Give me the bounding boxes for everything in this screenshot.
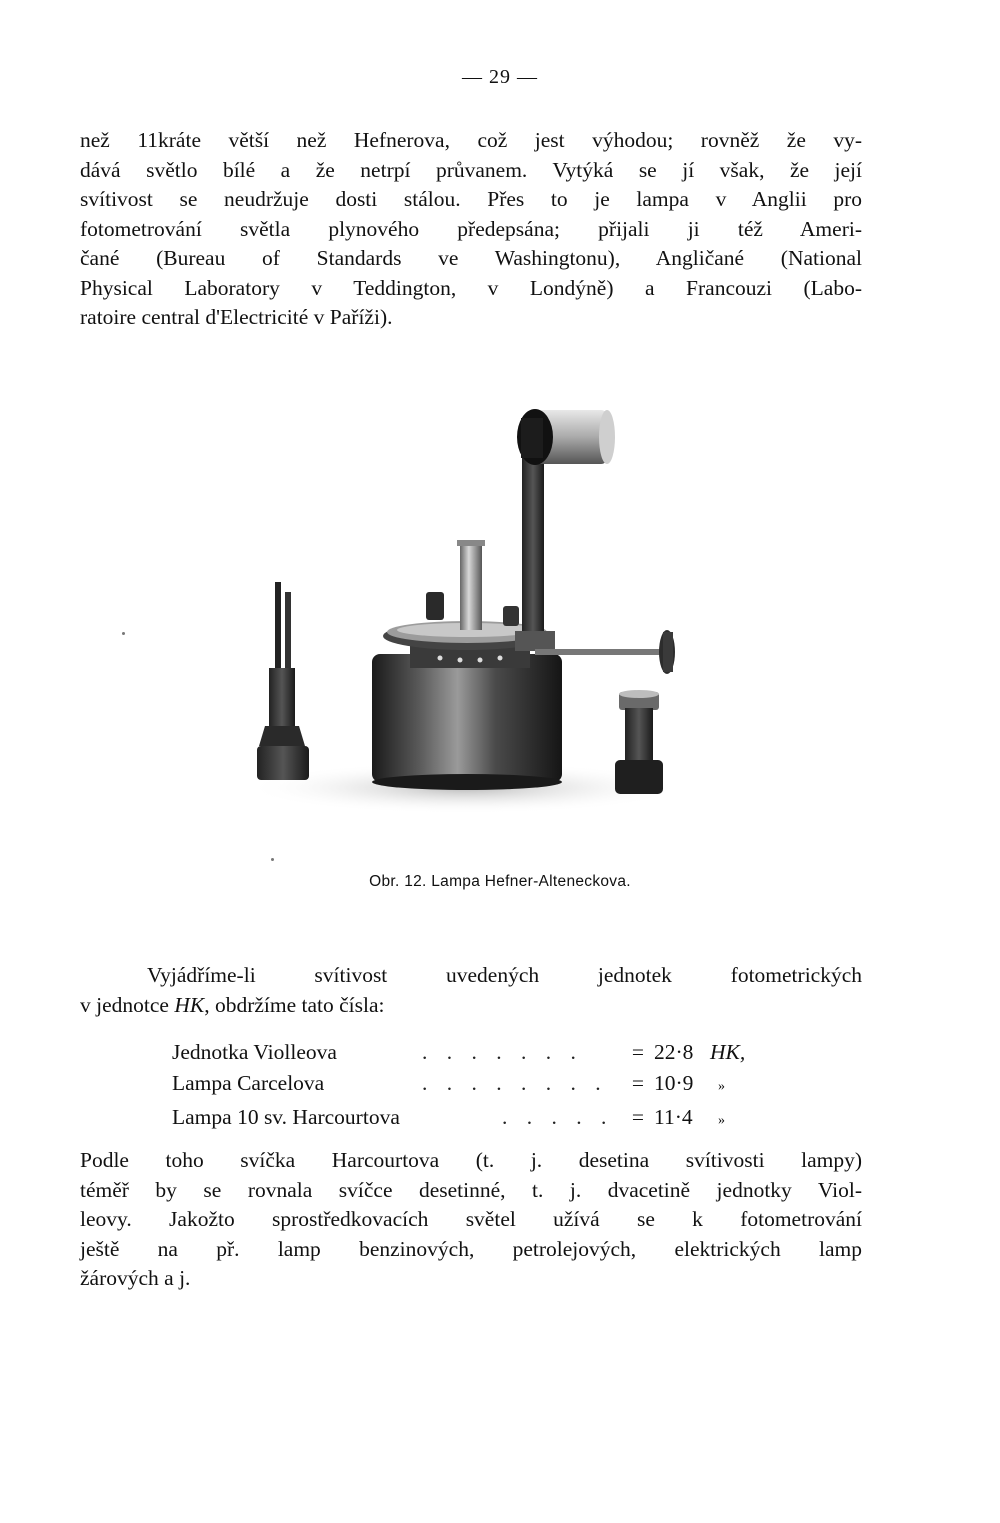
row-label: Lampa Carcelova: [172, 1071, 325, 1095]
page-number: — 29 —: [462, 66, 538, 88]
print-speck: [122, 632, 125, 635]
wick-tube-part: [257, 582, 309, 780]
figure-caption: Obr. 12. Lampa Hefner-Alteneckova.: [369, 873, 631, 890]
text-line: čané (Bureau of Standards ve Washingtonu), Angličané (National: [80, 246, 862, 270]
text-line: téměř by se rovnala svíčce desetinné, t. j. dvacetině jednotky Viol-: [80, 1177, 862, 1202]
paragraph-harcourt-conclusion: [80, 1146, 862, 1294]
text-line: fotometrování světla plynového předepsána; přijali ji též Ameri-: [80, 216, 862, 241]
table-row: [172, 1037, 792, 1068]
text-line: Podle toho svíčka Harcourtova (t. j. desetina svítivosti lampy): [80, 1148, 862, 1172]
row-unit: HK,: [710, 1040, 746, 1064]
text-line: ještě na př. lamp benzinových, petrolejových, elektrických lamp: [80, 1236, 862, 1261]
leader-dots: . . . . . . .: [422, 1040, 583, 1064]
table-row: [172, 1068, 792, 1102]
text-fragment: , obdržíme tato čísla:: [204, 992, 385, 1017]
text-line: dává světlo bílé a že netrpí průvanem. Vytýká se jí však, že její: [80, 157, 862, 182]
text-line: než 11kráte větší než Hefnerova, což jest výhodou; rovněž že vy-: [80, 128, 862, 152]
text-line: Physical Laboratory v Teddington, v Londýně) a Francouzi (Labo-: [80, 275, 862, 300]
hefner-alteneck-lamp-illustration: [235, 396, 690, 826]
leader-dots: . . . . .: [502, 1105, 614, 1129]
text-line: leovy. Jakožto sprostředkovacích světel užívá se k fotometrování: [80, 1207, 862, 1231]
row-unit-ditto: »: [718, 1079, 725, 1094]
leader-dots: . . . . . . . .: [422, 1071, 608, 1095]
text-fragment: v jednotce: [80, 992, 175, 1017]
unit-hk: HK: [174, 992, 205, 1017]
wick-cap-part: [615, 690, 663, 794]
text-line: [80, 991, 862, 1021]
row-label: Jednotka Violleova: [172, 1040, 337, 1064]
sighting-arm: [515, 409, 615, 651]
paragraph-intro-values: [80, 961, 862, 1020]
print-speck: [271, 858, 274, 861]
text-line: žárových a j.: [80, 1266, 191, 1290]
row-value: 22·8: [654, 1040, 694, 1064]
text-line: ratoire central d'Electricité v Paříži).: [80, 305, 393, 329]
row-unit-ditto: »: [718, 1113, 725, 1128]
equals-sign: =: [631, 1040, 645, 1064]
row-label: Lampa 10 sv. Harcourtova: [172, 1105, 400, 1129]
equals-sign: =: [631, 1105, 645, 1129]
luminosity-values-table: [172, 1037, 792, 1136]
equals-sign: =: [631, 1071, 645, 1095]
text-line: svítivost se neudržuje dosti stálou. Přes to je lampa v Anglii pro: [80, 187, 862, 211]
row-value: 11·4: [654, 1105, 693, 1129]
text-line: Vyjádříme-li svítivost uvedených jednotek fotometrických: [147, 963, 862, 987]
row-value: 10·9: [654, 1071, 694, 1095]
table-row: [172, 1102, 792, 1136]
paragraph-hefner-comparison: [80, 126, 862, 333]
